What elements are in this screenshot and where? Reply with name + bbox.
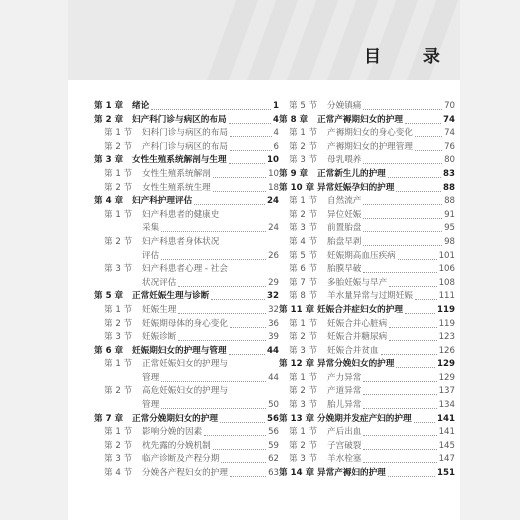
toc-entry-title: 妊娠期高血压疾病 <box>327 250 396 261</box>
toc-entry-title: 妇科门诊与病区的布局 <box>142 128 228 139</box>
toc-entry-number: 第 7 章 <box>94 413 124 424</box>
toc-leader-dots <box>220 422 265 423</box>
toc-page-number: 62 <box>268 454 279 465</box>
toc-entry-title: 分娩各产程妇女的护理 <box>142 468 228 479</box>
toc-entry-title: 女性生殖系统解剖 <box>142 168 211 179</box>
toc-leader-dots <box>229 354 265 355</box>
toc-page-number: 134 <box>438 400 455 411</box>
toc-entry-number: 第 4 节 <box>289 236 318 247</box>
toc-leader-dots <box>230 327 266 328</box>
toc-entry-title: 临产诊断及产程分期 <box>142 454 220 465</box>
toc-entry-number: 第 2 节 <box>104 440 133 451</box>
toc-section-row <box>94 372 279 386</box>
toc-entry-number: 第 13 章 <box>279 413 315 424</box>
toc-leader-dots <box>363 449 437 450</box>
toc-entry-number: 第 1 节 <box>104 209 133 220</box>
toc-entry-title: 异常妊娠孕妇的护理 <box>317 182 395 193</box>
toc-leader-dots <box>221 462 266 463</box>
toc-leader-dots <box>213 177 266 178</box>
toc-section-row <box>94 304 279 318</box>
toc-entry-number: 第 1 节 <box>289 372 318 383</box>
toc-leader-dots <box>363 394 437 395</box>
toc-entry-number: 第 9 章 <box>279 168 309 179</box>
toc-entry-title: 状况评估 <box>142 277 177 288</box>
toc-entry-number: 第 5 章 <box>94 291 124 302</box>
toc-chapter-row <box>279 114 455 128</box>
toc-entry-title: 前置胎盘 <box>327 223 362 234</box>
toc-entry-number: 第 3 节 <box>289 454 318 465</box>
toc-section-row <box>94 453 279 467</box>
toc-leader-dots <box>363 435 437 436</box>
toc-leader-dots <box>363 245 442 246</box>
toc-leader-dots <box>396 367 435 368</box>
toc-entry-title: 自然流产 <box>327 196 362 207</box>
toc-page-number: 141 <box>437 413 455 424</box>
toc-section-row <box>94 331 279 345</box>
toc-entry-title: 评估 <box>142 250 160 261</box>
toc-section-row <box>94 263 279 277</box>
toc-leader-dots <box>363 163 442 164</box>
toc-leader-dots <box>363 381 437 382</box>
toc-entry-title: 影响分娩的因素 <box>142 427 203 438</box>
toc-section-row <box>94 182 279 196</box>
toc-page-number: 24 <box>267 196 279 207</box>
toc-entry-number: 第 12 章 <box>279 359 315 370</box>
toc-entry-title: 羊水量异常与过期妊娠 <box>327 291 413 302</box>
toc-page-number: 108 <box>438 277 455 288</box>
toc-entry-number: 第 1 节 <box>104 128 133 139</box>
toc-entry-title: 产褥期妇女的护理管理 <box>327 141 413 152</box>
toc-chapter-row <box>94 413 279 427</box>
toc-entry-number: 第 1 节 <box>289 196 318 207</box>
toc-entry-number: 第 11 章 <box>279 304 315 315</box>
toc-leader-dots <box>363 204 442 205</box>
toc-chapter-row <box>94 154 279 168</box>
toc-entry-number: 第 3 节 <box>104 332 133 343</box>
toc-section-row <box>279 345 455 359</box>
toc-leader-dots <box>388 476 435 477</box>
toc-section-row <box>279 127 455 141</box>
toc-chapter-row <box>94 114 279 128</box>
toc-entry-title: 女性生殖系统解剖与生理 <box>132 155 227 166</box>
toc-leader-dots <box>161 381 266 382</box>
toc-chapter-row <box>279 304 455 318</box>
toc-entry-title: 妇产科患者的健康史 <box>142 209 220 220</box>
toc-entry-number: 第 5 节 <box>289 101 318 111</box>
toc-entry-title: 妊娠生理 <box>142 304 177 315</box>
toc-entry-title: 正常产褥期妇女的护理 <box>317 114 403 125</box>
toc-leader-dots <box>363 109 442 110</box>
toc-leader-dots <box>194 204 265 205</box>
toc-page-number: 44 <box>267 345 279 356</box>
toc-chapter-row <box>94 100 279 114</box>
toc-section-row <box>279 453 455 467</box>
toc-right-column <box>279 100 455 481</box>
toc-section-row <box>279 399 455 413</box>
toc-entry-title: 妇产科患者心理 - 社会 <box>142 264 228 275</box>
toc-entry-number: 第 4 章 <box>94 196 124 207</box>
toc-leader-dots <box>230 476 266 477</box>
toc-leader-dots <box>178 286 266 287</box>
toc-entry-number: 第 1 节 <box>104 168 133 179</box>
toc-section-row <box>94 426 279 440</box>
toc-section-row <box>94 399 279 413</box>
toc-entry-number: 第 3 节 <box>289 345 318 356</box>
toc-leader-dots <box>405 313 435 314</box>
toc-entry-title: 异常产褥妇的护理 <box>317 468 386 479</box>
toc-page-number: 10 <box>268 168 279 179</box>
toc-section-row <box>279 440 455 454</box>
toc-entry-title: 母乳喂养 <box>327 155 362 166</box>
toc-entry-number: 第 1 节 <box>289 427 318 438</box>
toc-entry-number: 第 2 节 <box>289 209 318 220</box>
toc-entry-title: 产科门诊与病区的布局 <box>142 141 228 152</box>
toc-entry-number: 第 2 节 <box>289 332 318 343</box>
toc-section-row <box>94 467 279 481</box>
toc-entry-number: 第 2 节 <box>289 386 318 397</box>
toc-leader-dots <box>229 163 265 164</box>
toc-entry-title: 妇产科护理评估 <box>132 196 193 207</box>
toc-entry-title: 分娩期并发症产妇的护理 <box>317 413 412 424</box>
toc-page-number: 106 <box>438 264 455 275</box>
toc-page-number: 18 <box>268 182 279 193</box>
toc-leader-dots <box>398 259 437 260</box>
toc-page-number: 50 <box>268 400 279 411</box>
toc-section-row <box>94 440 279 454</box>
toc-page-number: 59 <box>268 440 279 451</box>
toc-page-number: 4 <box>273 128 279 139</box>
toc-entry-title: 妇产科门诊与病区的布局 <box>132 114 227 125</box>
toc-section-row <box>279 236 455 250</box>
toc-page-number: 80 <box>444 155 455 166</box>
toc-leader-dots <box>363 231 442 232</box>
toc-entry-title: 胎膜早破 <box>327 264 362 275</box>
toc-entry-number: 第 5 节 <box>289 250 318 261</box>
toc-leader-dots <box>161 231 266 232</box>
toc-leader-dots <box>178 313 266 314</box>
toc-section-row <box>94 250 279 264</box>
toc-entry-title: 采集 <box>142 223 160 234</box>
toc-entry-number: 第 2 节 <box>104 141 133 152</box>
toc-page-number: 44 <box>268 372 279 383</box>
toc-entry-number: 第 3 节 <box>104 264 133 275</box>
toc-page-number: 123 <box>438 332 455 343</box>
toc-section-row <box>94 127 279 141</box>
toc-chapter-row <box>94 290 279 304</box>
toc-entry-title: 多胎妊娠与早产 <box>327 277 388 288</box>
toc-page-number: 39 <box>268 332 279 343</box>
toc-entry-number: 第 3 章 <box>94 155 124 166</box>
toc-entry-title: 正常妊娠生理与诊断 <box>132 291 210 302</box>
toc-section-row <box>94 168 279 182</box>
toc-entry-number: 第 10 章 <box>279 182 315 193</box>
toc-section-row <box>279 290 455 304</box>
toc-section-row <box>94 277 279 291</box>
toc-leader-dots <box>230 150 272 151</box>
toc-entry-title: 产道异常 <box>327 386 362 397</box>
toc-leader-dots <box>204 435 266 436</box>
toc-entry-title: 子宫破裂 <box>327 440 362 451</box>
toc-entry-title: 枕先露的分娩机制 <box>142 440 211 451</box>
toc-leader-dots <box>363 218 442 219</box>
toc-entry-number: 第 3 节 <box>289 223 318 234</box>
toc-entry-number: 第 2 节 <box>104 386 133 397</box>
toc-chapter-row <box>279 168 455 182</box>
toc-entry-number: 第 1 节 <box>104 304 133 315</box>
toc-section-row <box>94 236 279 250</box>
toc-entry-number: 第 7 节 <box>289 277 318 288</box>
toc-entry-title: 绪论 <box>132 101 150 111</box>
toc-leader-dots <box>161 408 266 409</box>
toc-section-row <box>94 209 279 223</box>
toc-page-number: 10 <box>267 155 279 166</box>
header-band <box>68 0 460 80</box>
toc-entry-number: 第 2 节 <box>104 182 133 193</box>
toc-page-number: 74 <box>443 114 455 125</box>
toc-section-row <box>94 141 279 155</box>
toc-entry-title: 妊娠合并糖尿病 <box>327 332 388 343</box>
toc-leader-dots <box>161 259 266 260</box>
toc-entry-title: 正常妊娠妇女的护理与 <box>142 359 228 370</box>
toc-page-number: 129 <box>438 372 455 383</box>
toc-entry-title: 妊娠期妇女的护理与管理 <box>132 345 227 356</box>
toc-page-number: 91 <box>444 209 455 220</box>
toc-page-number: 126 <box>438 345 455 356</box>
toc-leader-dots <box>363 462 437 463</box>
toc-page-number: 32 <box>267 291 279 302</box>
toc-entry-title: 异常分娩妇女的护理 <box>317 359 395 370</box>
toc-page-number: 88 <box>444 196 455 207</box>
toc-page-number: 32 <box>268 304 279 315</box>
toc-leader-dots <box>211 299 265 300</box>
toc-page-number: 88 <box>443 182 455 193</box>
toc-page-number: 101 <box>438 250 455 261</box>
toc-entry-number: 第 2 节 <box>289 141 318 152</box>
page-title: 目 录 <box>364 47 458 67</box>
toc-leader-dots <box>230 136 272 137</box>
toc-entry-title: 羊水栓塞 <box>327 454 362 465</box>
toc-entry-title: 产后出血 <box>327 427 362 438</box>
toc-page-number: 70 <box>444 101 455 111</box>
toc-section-row <box>279 222 455 236</box>
toc-leader-dots <box>388 177 441 178</box>
toc-page-number: 147 <box>438 454 455 465</box>
toc-section-row <box>279 141 455 155</box>
toc-entry-number: 第 1 节 <box>289 128 318 139</box>
toc-page-number: 74 <box>444 128 455 139</box>
toc-entry-title: 异位妊娠 <box>327 209 362 220</box>
toc-entry-title: 高危妊娠妇女的护理与 <box>142 386 228 397</box>
toc-section-row <box>279 250 455 264</box>
toc-entry-number: 第 8 章 <box>279 114 309 125</box>
toc-page-number: 98 <box>444 236 455 247</box>
toc-entry-title: 胎儿异常 <box>327 400 362 411</box>
toc-leader-dots <box>363 408 437 409</box>
toc-page-number: 56 <box>268 427 279 438</box>
toc-page-number: 151 <box>437 468 455 479</box>
toc-entry-title: 妊娠诊断 <box>142 332 177 343</box>
toc-page-number: 24 <box>268 223 279 234</box>
toc-entry-number: 第 2 章 <box>94 114 124 125</box>
toc-left-column <box>94 100 279 481</box>
toc-leader-dots <box>389 340 437 341</box>
toc-leader-dots <box>389 327 437 328</box>
toc-page-number: 1 <box>273 101 279 111</box>
toc-page-number: 26 <box>268 250 279 261</box>
toc-page-number: 56 <box>267 413 279 424</box>
toc-chapter-row <box>279 413 455 427</box>
toc-entry-title: 妊娠合并症妇女的护理 <box>317 304 403 315</box>
toc-leader-dots <box>381 354 437 355</box>
toc-section-row <box>279 372 455 386</box>
toc-page-number: 6 <box>273 141 279 152</box>
toc-entry-title: 产褥期妇女的身心变化 <box>327 128 413 139</box>
toc-section-row <box>279 100 455 114</box>
toc-entry-title: 胎盘早剥 <box>327 236 362 247</box>
toc-section-row <box>279 277 455 291</box>
toc-entry-number: 第 1 节 <box>104 427 133 438</box>
toc-page-number: 137 <box>438 386 455 397</box>
toc-entry-number: 第 6 节 <box>289 264 318 275</box>
toc-entry-title: 妊娠合并心脏病 <box>327 318 388 329</box>
toc-page-number: 4 <box>273 114 279 125</box>
toc-page-number: 145 <box>438 440 455 451</box>
toc-entry-number: 第 3 节 <box>289 155 318 166</box>
toc-section-row <box>94 358 279 372</box>
toc-entry-title: 妇产科患者身体状况 <box>142 236 220 247</box>
toc-leader-dots <box>415 136 442 137</box>
toc-leader-dots <box>396 191 441 192</box>
toc-page-number: 119 <box>438 318 455 329</box>
toc-entry-title: 分娩镇痛 <box>327 101 362 111</box>
toc-leader-dots <box>363 272 437 273</box>
toc-leader-dots <box>415 299 437 300</box>
toc-section-row <box>94 318 279 332</box>
toc-entry-number: 第 1 节 <box>289 318 318 329</box>
toc-section-row <box>279 209 455 223</box>
toc-leader-dots <box>213 449 266 450</box>
toc-entry-number: 第 1 节 <box>104 359 133 370</box>
toc-leader-dots <box>405 123 441 124</box>
toc-section-row <box>279 331 455 345</box>
toc-leader-dots <box>229 123 271 124</box>
toc-page-number: 141 <box>438 427 455 438</box>
toc-entry-title: 管理 <box>142 400 160 411</box>
toc-entry-title: 妊娠期母体的身心变化 <box>142 318 228 329</box>
toc-entry-number: 第 3 节 <box>104 454 133 465</box>
toc-entry-title: 女性生殖系统生理 <box>142 182 211 193</box>
toc-section-row <box>94 385 279 399</box>
toc-entry-title: 管理 <box>142 372 160 383</box>
toc-leader-dots <box>151 109 271 110</box>
toc-section-row <box>279 154 455 168</box>
toc-entry-number: 第 4 节 <box>104 468 133 479</box>
toc-page-number: 111 <box>438 291 455 302</box>
toc-page-number: 76 <box>444 141 455 152</box>
toc-entry-title: 正常新生儿的护理 <box>317 168 386 179</box>
toc-page <box>68 0 460 520</box>
toc-leader-dots <box>213 191 266 192</box>
toc-chapter-row <box>94 195 279 209</box>
toc-entry-title: 正常分娩期妇女的护理 <box>132 413 218 424</box>
toc-chapter-row <box>279 182 455 196</box>
toc-section-row <box>279 318 455 332</box>
toc-section-row <box>94 222 279 236</box>
toc-page-number: 63 <box>268 468 279 479</box>
toc-entry-title: 妊娠合并贫血 <box>327 345 379 356</box>
toc-page-number: 119 <box>437 304 455 315</box>
toc-chapter-row <box>279 358 455 372</box>
toc-page-number: 95 <box>444 223 455 234</box>
toc-section-row <box>279 263 455 277</box>
toc-leader-dots <box>414 422 435 423</box>
toc-section-row <box>279 385 455 399</box>
toc-leader-dots <box>178 340 266 341</box>
toc-page-number: 36 <box>268 318 279 329</box>
toc-entry-number: 第 2 节 <box>104 318 133 329</box>
toc-chapter-row <box>279 467 455 481</box>
toc-entry-number: 第 8 节 <box>289 291 318 302</box>
toc-entry-title: 产力异常 <box>327 372 362 383</box>
toc-entry-number: 第 6 章 <box>94 345 124 356</box>
toc-section-row <box>279 426 455 440</box>
toc-section-row <box>279 195 455 209</box>
toc-chapter-row <box>94 345 279 359</box>
toc-page-number: 129 <box>437 359 455 370</box>
toc-leader-dots <box>389 286 437 287</box>
toc-entry-number: 第 1 章 <box>94 101 124 111</box>
toc-leader-dots <box>415 150 442 151</box>
toc-page-number: 29 <box>268 277 279 288</box>
toc-page-number: 83 <box>443 168 455 179</box>
toc-entry-number: 第 2 节 <box>104 236 133 247</box>
toc-entry-number: 第 14 章 <box>279 468 315 479</box>
toc-entry-number: 第 2 节 <box>289 440 318 451</box>
toc-entry-number: 第 3 节 <box>289 400 318 411</box>
